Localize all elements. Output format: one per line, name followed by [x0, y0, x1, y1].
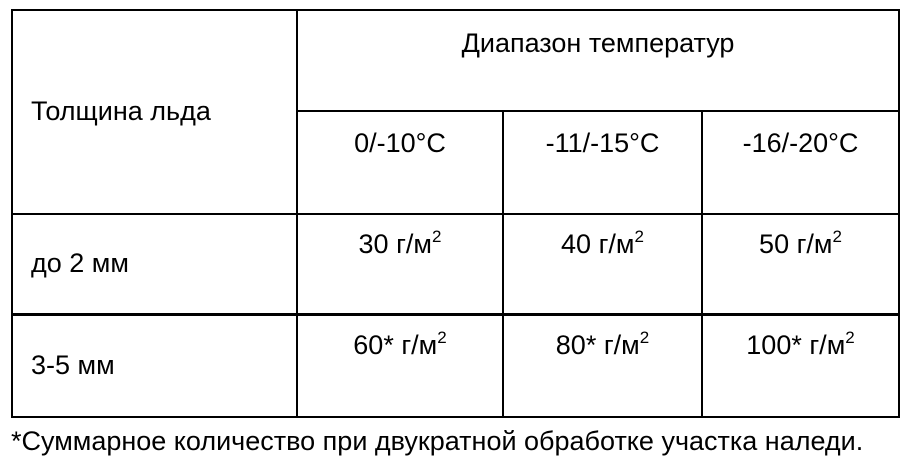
table-row [12, 314, 899, 417]
dosage-value: 50 г/м [759, 229, 833, 259]
temp-column-header-1: 0/-10°C [297, 111, 503, 214]
ice-dosage-table [11, 9, 900, 418]
dosage-value: 40 г/м [561, 229, 635, 259]
table-header-row-group [12, 10, 899, 111]
ice-thickness-header-cell: Толщина льда [12, 10, 297, 214]
dosage-value-cell [297, 214, 503, 314]
superscript: 2 [634, 227, 644, 246]
temp-column-header-3: -16/-20°C [702, 111, 899, 214]
dosage-value: 30 г/м [358, 229, 432, 259]
dosage-value-cell [702, 314, 899, 417]
superscript: 2 [431, 227, 442, 246]
dosage-value-cell [503, 314, 702, 417]
superscript: 2 [832, 227, 842, 246]
row-label-thin-ice: до 2 мм [12, 214, 297, 314]
row-label-thick-ice: 3-5 мм [12, 314, 297, 417]
superscript: 2 [845, 327, 855, 347]
dosage-value: 100* г/м [746, 329, 846, 360]
dosage-value-cell [702, 214, 899, 314]
dosage-value: 80* г/м [555, 329, 640, 360]
dosage-value: 60* г/м [353, 329, 438, 360]
superscript: 2 [437, 327, 447, 347]
dosage-value-cell [503, 214, 702, 314]
temp-column-header-2: -11/-15°C [503, 111, 702, 214]
temperature-range-header-cell: Диапазон температур [297, 10, 899, 111]
dosage-value-cell [297, 314, 503, 417]
table-row [12, 214, 899, 314]
superscript: 2 [639, 327, 650, 347]
footnote: *Суммарное количество при двукратной обработке участка наледи. [11, 426, 864, 456]
